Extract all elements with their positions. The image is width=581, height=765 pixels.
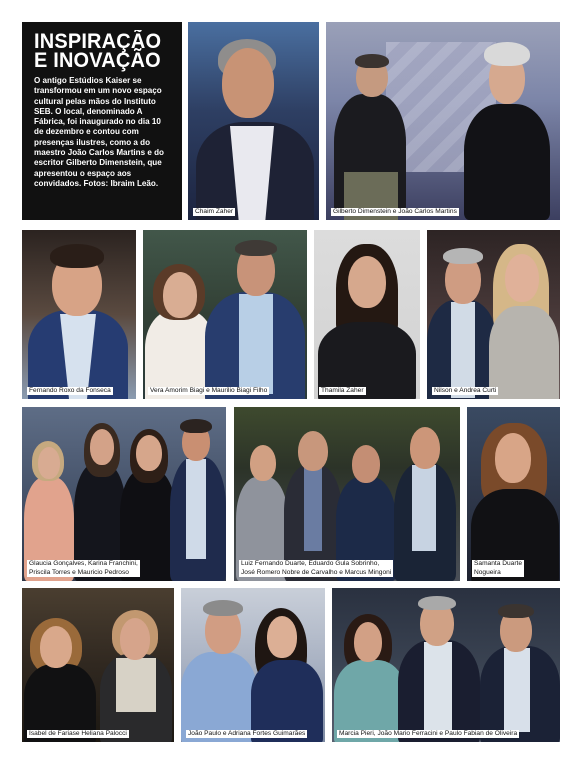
photo-chaim-zaher: [188, 22, 319, 220]
photo-samanta-duarte: [467, 407, 560, 581]
photo-caption: Samanta Duarte Nogueira: [474, 560, 523, 576]
photo-glaucia-karina-priscila-mauricio: [22, 407, 226, 581]
photo-caption: Marcia Pieri, João Mario Ferracini e Paulo Fabian de Oliveira: [339, 729, 518, 737]
photo-joao-paulo-adriana: [181, 588, 325, 742]
headline-line-1: INSPIRAÇÃO: [34, 30, 162, 53]
photo-caption: Gilberto Dimenstein e João Carlos Martins: [333, 207, 457, 215]
photo-gilberto-joao-carlos: [326, 22, 560, 220]
photo-marcia-joao-mario-paulo: [332, 588, 560, 742]
intro-box: [22, 22, 182, 220]
photo-fernando-roxo: [22, 230, 136, 399]
photo-caption: Isabel de Fariase Heliana Palocci: [29, 729, 127, 737]
photo-caption: Glaucia Gonçalves, Karina Franchini, Priscila Torres e Mauricio Pedroso: [29, 560, 138, 576]
photo-caption: Nilson e Andrea Curti: [434, 386, 497, 394]
photo-vera-maurilio: [143, 230, 307, 399]
photo-nilson-andrea: [427, 230, 560, 399]
photo-caption: Vera Amorim Biagi e Maurilio Biagi Filho: [150, 386, 268, 394]
photo-caption: João Paulo e Adriana Fortes Guimarães: [188, 729, 306, 737]
photo-caption: Fernando Roxo da Fonseca: [29, 386, 111, 394]
photo-thamila-zaher: [314, 230, 420, 399]
photo-caption: Chaim Zaher: [195, 207, 234, 215]
intro-text: O antigo Estúdios Kaiser se transformou em um novo espaço cultural pelas mãos do Instituto SEB. O local, denominado A Fábrica, foi inaugurado no dia 10 de dezembro e contou com presenças ilustres, como a do maestro João Carlos Martins e do escritor Gilberto Dimenstein, que apresentou o espaço aos convidados. Fotos: Ibraim Leão.: [34, 76, 164, 188]
photo-caption: Luiz Fernando Duarte, Eduardo Gula Sobrinho, José Romero Nobre de Carvalho e Marcus Mingoni: [241, 560, 392, 576]
photo-caption: Thamila Zaher: [321, 386, 364, 394]
photo-luiz-eduardo-jose-marcus: [234, 407, 460, 581]
photo-isabel-heliana: [22, 588, 174, 742]
headline-line-2: E INOVAÇÃO: [34, 49, 161, 72]
headline: [34, 32, 165, 70]
